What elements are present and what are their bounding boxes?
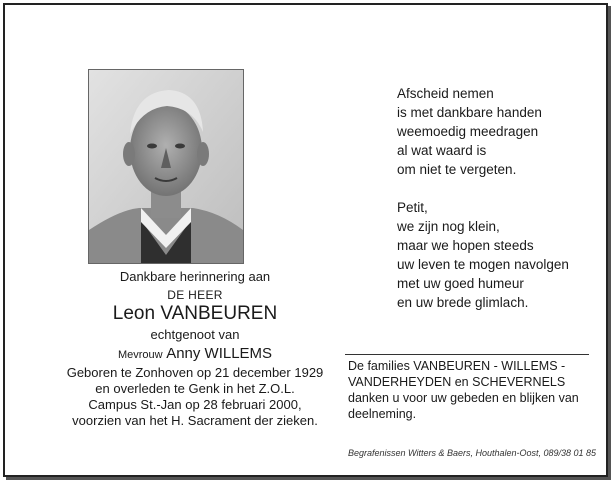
portrait-photo — [88, 69, 244, 264]
spouse-line — [45, 345, 345, 362]
poem-line: we zijn nog klein, — [397, 219, 500, 234]
thanks-line: deelneming. — [348, 407, 417, 421]
honorific: DE HEER — [167, 288, 223, 302]
poem-line: Petit, — [397, 200, 428, 215]
funeral-home-footer: Begrafenissen Witters & Baers, Houthalen-Oost, 089/38 01 85 — [348, 448, 597, 458]
poem-line: met uw goed humeur — [397, 276, 524, 291]
thanks-note — [348, 358, 598, 422]
bio-line: Geboren te Zonhoven op 21 december 1929 — [66, 365, 324, 380]
biography — [45, 365, 345, 429]
thanks-line: danken u voor uw gebeden en blijken van — [348, 391, 579, 405]
remembrance-line: Dankbare herinnering aan — [119, 269, 271, 284]
thanks-line: De families VANBEUREN - WILLEMS - — [348, 359, 566, 373]
bio-line: voorzien van het H. Sacrament der zieken. — [72, 413, 318, 428]
poem-line: en uw brede glimlach. — [397, 295, 529, 310]
divider — [345, 354, 589, 355]
memorial-card — [3, 3, 608, 477]
thanks-line: VANDERHEYDEN en SCHEVERNELS — [348, 375, 566, 389]
deceased-name: Leon VANBEUREN — [112, 303, 278, 324]
spouse-relation: echtgenoot van — [150, 327, 240, 342]
spouse-name: Anny WILLEMS — [166, 345, 273, 362]
poem-line: om niet te vergeten. — [397, 162, 517, 177]
bio-line: Campus St.-Jan op 28 februari 2000, — [88, 397, 302, 412]
poem-line: uw leven te mogen navolgen — [397, 257, 569, 272]
spouse-prefix: Mevrouw — [117, 349, 163, 361]
bio-line: en overleden te Genk in het Z.O.L. — [95, 381, 295, 396]
poem-line: al wat waard is — [397, 143, 487, 158]
poem — [397, 84, 569, 312]
poem-line: is met dankbare handen — [397, 105, 542, 120]
poem-line: maar we hopen steeds — [397, 238, 534, 253]
poem-line: weemoedig meedragen — [397, 124, 539, 139]
stanza-break — [397, 179, 569, 198]
poem-line: Afscheid nemen — [397, 86, 494, 101]
